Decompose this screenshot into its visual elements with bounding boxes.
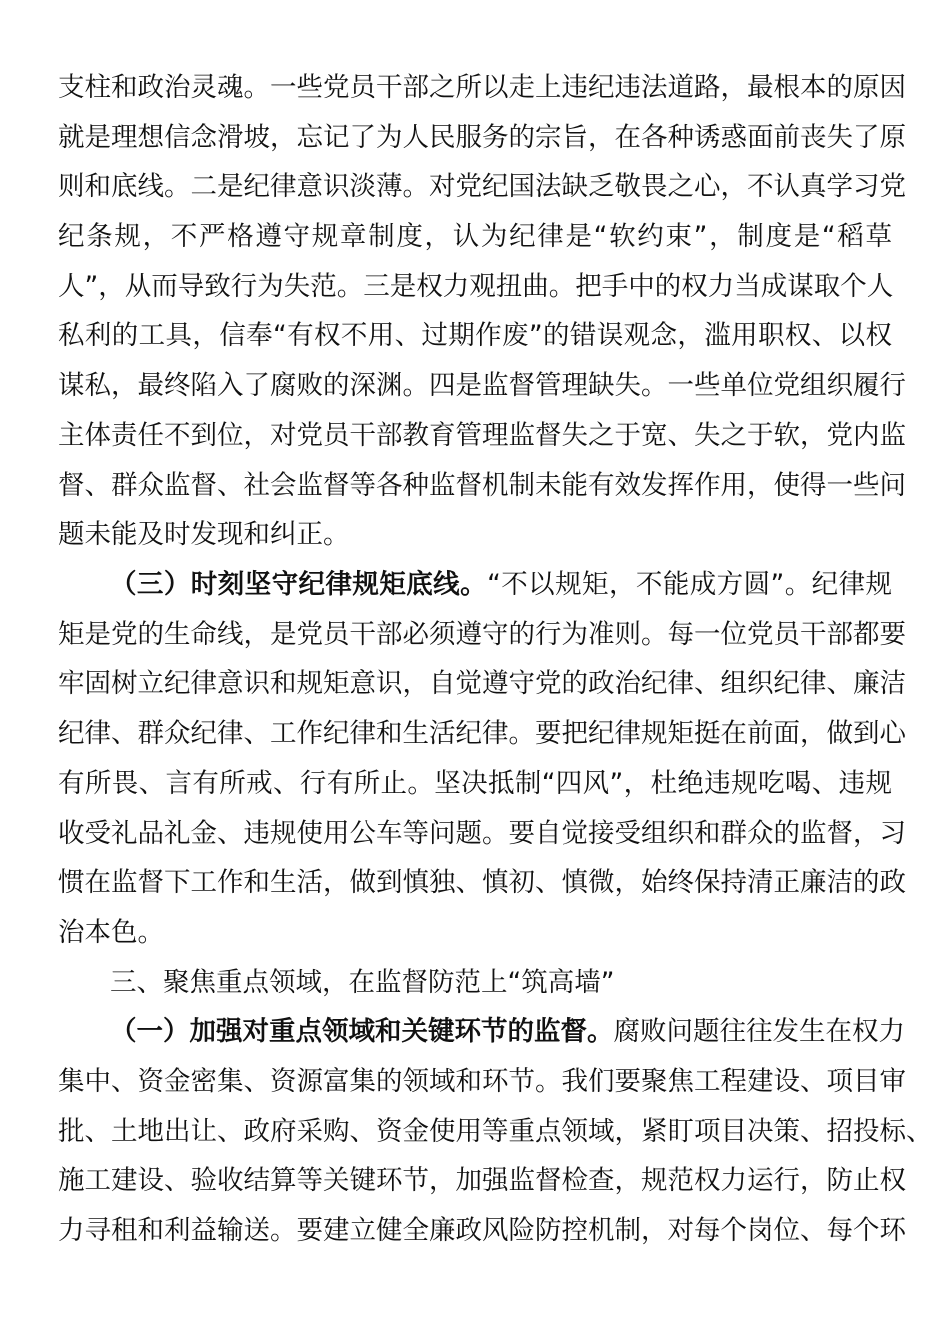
text-line: 则和底线。二是纪律意识淡薄。对党纪国法缺乏敬畏之心，不认真学习党 — [58, 171, 906, 202]
text-line: 集中、资金密集、资源富集的领域和环节。我们要聚焦工程建设、项目审 — [58, 1066, 906, 1097]
paragraph-heading: （一）加强对重点领域和关键环节的监督。 — [110, 1016, 614, 1047]
text-line: 纪条规，不严格遵守规章制度，认为纪律是“软约束”，制度是“稻草 — [58, 221, 892, 252]
text-line: 主体责任不到位，对党员干部教育管理监督失之于宽、失之于软，党内监 — [58, 420, 906, 451]
text-line: 收受礼品礼金、违规使用公车等问题。要自觉接受组织和群众的监督，习 — [58, 818, 906, 849]
text-line: 批、土地出让、政府采购、资金使用等重点领域，紧盯项目决策、招投标、 — [58, 1116, 933, 1147]
paragraph-heading: （三）时刻坚守纪律规矩底线。 — [110, 569, 488, 600]
paragraph-text: 腐败问题往往发生在权力 — [613, 1016, 905, 1047]
text-line: 牢固树立纪律意识和规矩意识，自觉遵守党的政治纪律、组织纪律、廉洁 — [58, 668, 906, 699]
text-line: 有所畏、言有所戒、行有所止。坚决抵制“四风”，杜绝违规吃喝、违规 — [58, 768, 892, 799]
text-line: 督、群众监督、社会监督等各种监督机制未能有效发挥作用，使得一些问 — [58, 470, 906, 501]
section-title: 三、聚焦重点领域，在监督防范上“筑高墙” — [110, 967, 615, 998]
text-line: 矩是党的生命线，是党员干部必须遵守的行为准则。每一位党员干部都要 — [58, 619, 906, 650]
paragraph-first-line — [110, 1014, 905, 1050]
text-line: 就是理想信念滑坡，忘记了为人民服务的宗旨，在各种诱惑面前丧失了原 — [58, 122, 906, 153]
text-line: 支柱和政治灵魂。一些党员干部之所以走上违纪违法道路，最根本的原因 — [58, 72, 906, 103]
text-line: 纪律、群众纪律、工作纪律和生活纪律。要把纪律规矩挺在前面，做到心 — [58, 718, 906, 749]
paragraph-text: “不以规矩，不能成方圆”。纪律规 — [487, 569, 893, 600]
text-line: 惯在监督下工作和生活，做到慎独、慎初、慎微，始终保持清正廉洁的政 — [58, 867, 906, 898]
paragraph-first-line — [110, 567, 892, 603]
text-line: 人”，从而导致行为失范。三是权力观扭曲。把手中的权力当成谋取个人 — [58, 271, 894, 302]
text-line: 施工建设、验收结算等关键环节，加强监督检查，规范权力运行，防止权 — [58, 1165, 906, 1196]
text-line: 题未能及时发现和纠正。 — [58, 519, 350, 550]
text-line: 力寻租和利益输送。要建立健全廉政风险防控机制，对每个岗位、每个环 — [58, 1215, 906, 1246]
text-line: 治本色。 — [58, 917, 164, 948]
text-line: 谋私，最终陷入了腐败的深渊。四是监督管理缺失。一些单位党组织履行 — [58, 370, 906, 401]
text-line: 私利的工具，信奉“有权不用、过期作废”的错误观念，滥用职权、以权 — [58, 320, 892, 351]
